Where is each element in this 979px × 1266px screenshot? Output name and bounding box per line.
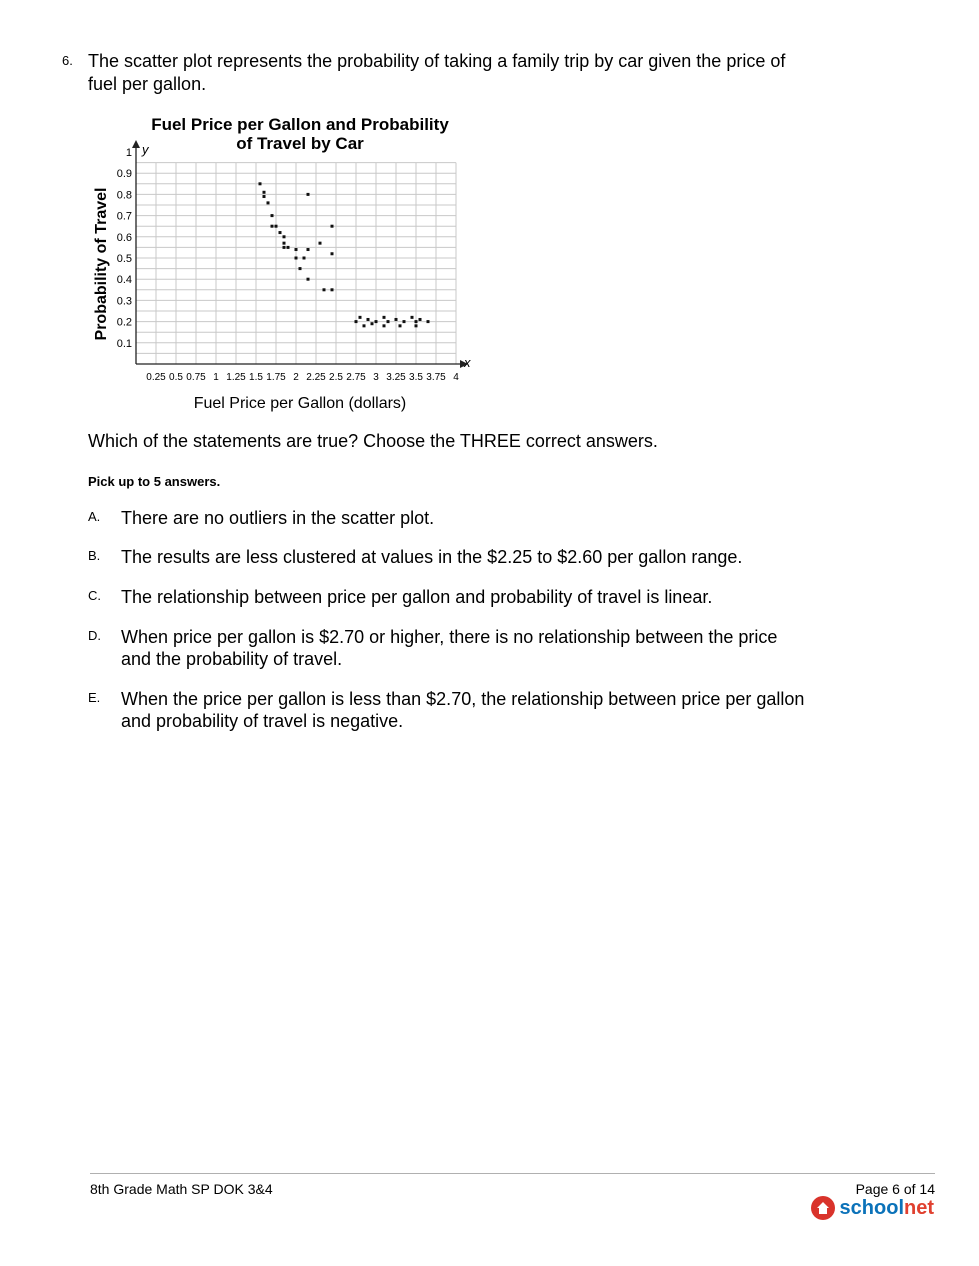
x-tick-labels — [146, 372, 459, 383]
scatter-chart — [88, 112, 488, 417]
data-point — [283, 246, 286, 249]
x-tick-label: 3 — [373, 372, 379, 383]
y-tick-label: 1 — [125, 147, 132, 159]
x-tick-label: 0.5 — [169, 372, 183, 383]
data-point — [411, 316, 414, 319]
x-tick-label: 3.75 — [426, 372, 446, 383]
x-tick-label: 1.25 — [226, 372, 246, 383]
data-point — [331, 225, 334, 228]
choice-text: When the price per gallon is less than $2.70, the relationship between price per gallon and probability of travel is negative. — [121, 689, 805, 731]
data-point — [427, 320, 430, 323]
data-point — [283, 235, 286, 238]
data-point — [415, 324, 418, 327]
x-tick-label: 1 — [213, 372, 219, 383]
data-point — [303, 257, 306, 260]
x-axis-letter: x — [464, 355, 471, 370]
data-point — [287, 246, 290, 249]
data-point — [363, 324, 366, 327]
y-axis-label: Probability of Travel — [93, 187, 110, 341]
data-point — [359, 316, 362, 319]
data-point — [275, 225, 278, 228]
data-point — [355, 320, 358, 323]
choice-text: When price per gallon is $2.70 or higher, there is no relationship between the price and the probability of travel. — [121, 627, 778, 669]
data-point — [395, 318, 398, 321]
data-point — [263, 191, 266, 194]
choice-letter: E. — [88, 690, 101, 705]
choice-d[interactable] — [88, 626, 808, 670]
y-axis-arrow — [132, 140, 140, 148]
y-tick-label: 0.6 — [116, 231, 132, 244]
brand-text-net: net — [904, 1196, 934, 1219]
y-tick-label: 0.1 — [116, 337, 132, 350]
x-tick-label: 1.5 — [249, 372, 263, 383]
data-point — [383, 324, 386, 327]
y-tick-label: 0.4 — [116, 274, 132, 287]
choice-text: There are no outliers in the scatter plot. — [121, 508, 435, 528]
choice-c[interactable] — [88, 586, 808, 608]
chart-grid — [136, 163, 456, 364]
x-tick-label: 3.5 — [409, 372, 423, 383]
question-prompt: Which of the statements are true? Choose the THREE correct answers. — [88, 431, 658, 451]
y-axis-letter: y — [142, 142, 149, 157]
x-tick-label: 2 — [293, 372, 299, 383]
y-tick-labels — [117, 147, 132, 350]
data-point — [319, 242, 322, 245]
data-point — [295, 257, 298, 260]
data-point — [419, 318, 422, 321]
x-tick-label: 1.75 — [266, 372, 286, 383]
x-tick-label: 2.25 — [306, 372, 326, 383]
y-tick-label: 0.2 — [116, 316, 132, 329]
footer-page-number: Page 6 of 14 — [855, 1181, 935, 1197]
x-tick-label: 4 — [453, 372, 459, 383]
choice-b[interactable] — [88, 546, 808, 568]
data-point — [267, 201, 270, 204]
data-point — [415, 320, 418, 323]
footer-course: 8th Grade Math SP DOK 3&4 — [90, 1181, 273, 1197]
choice-e[interactable] — [88, 688, 808, 732]
data-point — [271, 214, 274, 217]
x-tick-label: 0.75 — [186, 372, 206, 383]
data-point — [271, 225, 274, 228]
footer-divider — [90, 1173, 935, 1174]
chart-title-line-1: Fuel Price per Gallon and Probability — [151, 115, 449, 134]
data-point — [283, 242, 286, 245]
data-point — [295, 248, 298, 251]
y-tick-label: 0.8 — [116, 189, 132, 202]
y-tick-label: 0.9 — [116, 168, 132, 181]
y-tick-label: 0.3 — [116, 295, 132, 308]
x-axis-label: Fuel Price per Gallon (dollars) — [193, 395, 407, 412]
x-tick-label: 2.75 — [346, 372, 366, 383]
data-point — [371, 322, 374, 325]
data-point — [263, 195, 266, 198]
data-point — [383, 316, 386, 319]
data-points — [259, 182, 430, 327]
choice-letter: B. — [88, 548, 101, 563]
choice-a[interactable] — [88, 507, 808, 529]
brand-text-school: school — [839, 1196, 904, 1219]
choice-letter: D. — [88, 628, 101, 643]
data-point — [259, 182, 262, 185]
question-text: The scatter plot represents the probability of taking a family trip by car given the price of fuel per gallon. — [88, 51, 786, 94]
y-tick-label: 0.7 — [116, 210, 132, 223]
data-point — [367, 318, 370, 321]
chart-axes — [132, 140, 468, 368]
question-number: 6. — [62, 53, 73, 68]
chart-title-line-2: of Travel by Car — [236, 134, 364, 153]
data-point — [323, 288, 326, 291]
data-point — [307, 248, 310, 251]
data-point — [279, 231, 282, 234]
data-point — [403, 320, 406, 323]
data-point — [375, 320, 378, 323]
data-point — [299, 267, 302, 270]
y-tick-label: 0.5 — [116, 253, 132, 265]
choice-letter: C. — [88, 588, 101, 603]
data-point — [399, 324, 402, 327]
house-icon — [811, 1196, 835, 1220]
x-tick-label: 2.5 — [329, 372, 343, 383]
data-point — [331, 288, 334, 291]
choice-text: The results are less clustered at values in the $2.25 to $2.60 per gallon range. — [121, 547, 743, 567]
data-point — [387, 320, 390, 323]
data-point — [307, 278, 310, 281]
choice-letter: A. — [88, 509, 101, 524]
answer-instruction: Pick up to 5 answers. — [88, 474, 221, 489]
data-point — [331, 252, 334, 255]
data-point — [307, 193, 310, 196]
choice-text: The relationship between price per gallon and probability of travel is linear. — [121, 587, 713, 607]
x-tick-label: 3.25 — [386, 372, 406, 383]
schoolnet-logo — [811, 1196, 934, 1220]
x-tick-label: 0.25 — [146, 372, 166, 383]
